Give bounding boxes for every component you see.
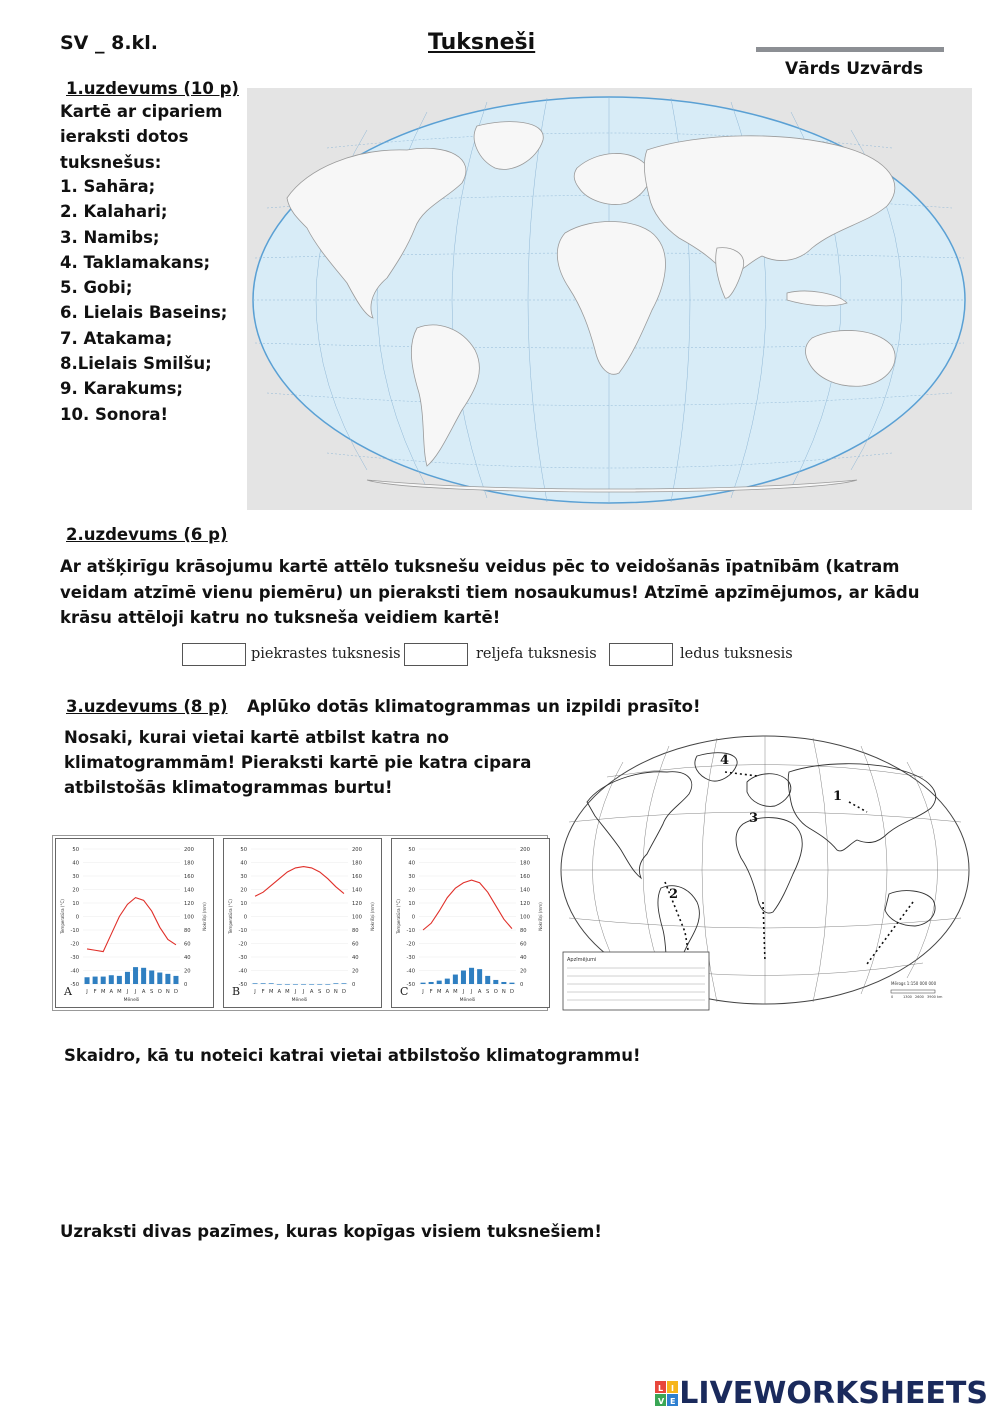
x-tick-label: N [333,989,338,995]
y-tick-temp: -10 [406,927,415,934]
climatogram-letter: B [232,985,241,998]
world-outline-map[interactable] [557,732,973,1014]
y-tick-precip: 180 [184,860,194,867]
precip-bar [141,968,146,984]
y-tick-temp: -20 [70,941,79,948]
y-tick-temp: 30 [72,873,79,880]
x-tick-label: J [302,989,305,995]
legend-color-box-relief[interactable] [404,643,468,666]
map-scale-bar [891,990,935,993]
explain-prompt: Skaidro, kā tu noteici katrai vietai atbilstošo klimatogrammu! [64,1046,641,1065]
y-tick-temp: 50 [408,846,415,853]
precip-bar [493,980,498,984]
y-tick-temp: -50 [406,981,415,988]
x-tick-label: M [285,989,290,995]
precip-bar [117,976,122,984]
y-tick-temp: 20 [408,887,415,894]
desert-list [60,174,227,427]
y-tick-precip: 180 [352,860,362,867]
legend-label-relief: reljefa tuksnesis [476,646,597,662]
y-tick-precip: 0 [184,981,188,988]
precip-bar [125,972,130,984]
x-tick-label: A [477,989,482,995]
list-item: 10. Sonora! [60,404,169,424]
y-tick-precip: 60 [352,941,359,948]
traits-prompt: Uzraksti divas pazīmes, kuras kopīgas visiem tuksnešiem! [60,1222,602,1241]
y-tick-precip: 200 [184,846,194,853]
y-axis-label-precip: Nokrišņi (mm) [370,902,375,931]
precip-bar [309,984,314,985]
precip-bar [253,983,258,984]
x-axis-label: Mēneši [291,998,308,1003]
precip-bar [261,983,266,984]
map-scale-tick: 2600 [915,995,924,999]
y-tick-precip: 140 [520,887,530,894]
x-tick-label: S [318,989,322,995]
list-item: 2. Kalahari; [60,202,168,222]
y-tick-precip: 0 [352,981,356,988]
y-tick-precip: 60 [520,941,527,948]
precip-bar [421,983,426,984]
list-item: 3. Namibs; [60,227,160,247]
y-tick-temp: -20 [406,941,415,948]
x-axis-label: Mēneši [459,998,476,1003]
precip-bar [485,976,490,984]
y-tick-temp: 0 [75,914,79,921]
precip-bar [157,973,162,984]
y-tick-temp: -50 [70,981,79,988]
y-tick-temp: -30 [406,954,415,961]
y-tick-temp: 30 [408,873,415,880]
brand-logo [655,1376,988,1411]
precip-bar [133,967,138,984]
y-tick-precip: 160 [184,873,194,880]
precip-bar [469,968,474,984]
precip-bar [461,971,466,985]
precip-bar [301,984,306,985]
map-marker-2: 2 [669,887,679,902]
precip-bar [101,977,106,984]
map-marker-4: 4 [720,753,730,768]
y-tick-precip: 40 [184,954,191,961]
task1-heading: 1.uzdevums (10 p) [66,79,239,98]
x-tick-label: D [509,989,514,995]
list-item: 4. Taklamakans; [60,252,211,272]
y-tick-precip: 120 [352,900,362,907]
y-tick-temp: -40 [70,968,79,975]
climatogram-b [223,838,382,1008]
y-tick-temp: 40 [408,860,415,867]
legend-color-box-ice[interactable] [609,643,673,666]
y-tick-precip: 20 [184,968,191,975]
y-tick-precip: 40 [520,954,527,961]
precip-bar [453,975,458,984]
y-tick-temp: 50 [72,846,79,853]
x-tick-label: M [453,989,458,995]
precip-bar [445,979,450,984]
task3-subheading: Aplūko dotās klimatogrammas un izpildi prasīto! [247,697,701,716]
climatogram-c [391,838,550,1008]
list-item: 1. Sahāra; [60,177,156,196]
y-tick-temp: -10 [70,927,79,934]
task1-instruction: Kartē ar cipariem ieraksti dotos tuksnešus: [60,102,223,172]
precip-bar [149,971,154,985]
x-tick-label: N [165,989,170,995]
precip-bar [173,976,178,984]
y-tick-precip: 100 [184,914,194,921]
x-tick-label: O [493,989,498,995]
x-tick-label: D [173,989,178,995]
precip-bar [509,983,514,984]
legend-label-ice: ledus tuksnesis [680,646,793,662]
logo-letter: E [670,1396,676,1406]
x-tick-label: S [486,989,490,995]
precip-bar [85,977,90,984]
x-tick-label: O [325,989,330,995]
y-tick-temp: 10 [240,900,247,907]
x-tick-label: F [429,989,433,995]
task2-instruction: Ar atšķirīgu krāsojumu kartē attēlo tuksnešu veidus pēc to veidošanās īpatnībām (katram veidam atzīmē vienu piemēru) un pieraksti tiem nosaukumus! Atzīmē apzīmējumos, ar kādu krāsu attēloji katru no tuksneša veidiem kartē! [60,557,920,627]
y-axis-label-temp: Temperatūra (°C) [228,899,233,934]
x-tick-label: O [157,989,162,995]
x-tick-label: A [141,989,146,995]
y-tick-precip: 40 [352,954,359,961]
y-tick-temp: 20 [72,887,79,894]
y-tick-precip: 0 [520,981,524,988]
y-tick-precip: 140 [184,887,194,894]
precip-bar [437,981,442,984]
climatograms-frame [52,835,548,1011]
y-tick-precip: 160 [520,873,530,880]
y-axis-label-precip: Nokrišņi (mm) [202,902,207,931]
precip-bar [501,982,506,984]
task3-heading: 3.uzdevums (8 p) [66,697,228,716]
x-axis-label: Mēneši [123,998,140,1003]
y-tick-temp: -40 [238,968,247,975]
y-axis-label-temp: Temperatūra (°C) [60,899,65,934]
x-tick-label: J [126,989,129,995]
precip-bar [109,975,114,984]
brand-text: LIVEWORKSHEETS [679,1376,988,1411]
x-tick-label: A [277,989,282,995]
y-axis-label-precip: Nokrišņi (mm) [538,902,543,931]
list-item: 7. Atakama; [60,328,173,348]
x-tick-label: J [254,989,256,995]
precip-bar [269,983,274,984]
x-tick-label: M [268,989,274,995]
x-tick-label: J [86,989,88,995]
y-tick-temp: -30 [238,954,247,961]
y-tick-precip: 80 [352,927,359,934]
class-label: SV _ 8.kl. [60,32,158,54]
precip-bar [93,977,98,984]
y-tick-precip: 20 [352,968,359,975]
y-tick-temp: -40 [406,968,415,975]
legend-label-coastal: piekrastes tuksnesis [251,646,401,662]
y-tick-precip: 60 [184,941,191,948]
y-tick-precip: 120 [520,900,530,907]
list-item: 6. Lielais Baseins; [60,303,228,323]
map-marker-1: 1 [833,789,843,804]
y-tick-temp: -30 [70,954,79,961]
y-tick-precip: 200 [520,846,530,853]
temperature-line [255,867,344,897]
x-tick-label: N [501,989,506,995]
y-tick-precip: 200 [352,846,362,853]
brand-logo-icon [655,1381,679,1407]
y-tick-precip: 20 [520,968,527,975]
y-tick-precip: 100 [352,914,362,921]
logo-letter: V [658,1396,665,1406]
x-tick-label: J [462,989,465,995]
precip-bar [285,984,290,985]
x-tick-label: M [100,989,106,995]
map-scale-label: Mērogs 1:150 000 000 [891,981,937,986]
y-tick-precip: 120 [184,900,194,907]
precip-bar [429,982,434,984]
x-tick-label: F [93,989,97,995]
temperature-line [423,880,512,930]
y-tick-temp: 10 [72,900,79,907]
precip-bar [165,974,170,984]
map-legend-label: Apzīmējumi [567,957,597,963]
map-scale-tick: 3900 km [927,995,943,999]
y-tick-temp: 0 [411,914,415,921]
y-tick-precip: 80 [184,927,191,934]
logo-letter: I [671,1383,675,1393]
name-label: Vārds Uzvārds [785,59,924,79]
y-tick-temp: 40 [72,860,79,867]
precip-bar [317,984,322,985]
task2-heading: 2.uzdevums (6 p) [66,525,228,544]
y-tick-temp: 30 [240,873,247,880]
y-tick-temp: -10 [238,927,247,934]
x-tick-label: A [309,989,314,995]
y-tick-precip: 80 [520,927,527,934]
x-tick-label: F [261,989,265,995]
map-scale-tick: 1300 [903,995,912,999]
x-tick-label: A [109,989,114,995]
legend-color-box-coastal[interactable] [182,643,246,666]
precip-bar [341,983,346,984]
logo-letter: L [658,1383,664,1393]
climatogram-letter: C [400,985,409,998]
world-physical-map[interactable] [247,88,972,510]
precip-bar [277,984,282,985]
x-tick-label: M [436,989,442,995]
precip-bar [325,984,330,985]
map-scale-tick: 0 [891,995,894,999]
x-tick-label: M [117,989,122,995]
y-tick-precip: 180 [520,860,530,867]
name-input-line[interactable] [756,47,944,52]
list-item: 9. Karakums; [60,379,184,399]
precip-bar [333,983,338,984]
climatogram-letter: A [64,985,72,998]
y-tick-temp: 10 [408,900,415,907]
x-tick-label: D [341,989,346,995]
map-marker-3: 3 [749,811,759,826]
task3-instruction: Nosaki, kurai vietai kartē atbilst katra no klimatogrammām! Pieraksti kartē pie katra cipara atbilstošās klimatogrammas burtu! [64,728,532,797]
y-axis-label-temp: Temperatūra (°C) [396,899,401,934]
y-tick-temp: 40 [240,860,247,867]
x-tick-label: J [134,989,137,995]
x-tick-label: S [150,989,154,995]
y-tick-temp: -50 [238,981,247,988]
y-tick-temp: 0 [243,914,247,921]
x-tick-label: J [422,989,424,995]
list-item: 5. Gobi; [60,278,133,298]
y-tick-precip: 160 [352,873,362,880]
y-tick-temp: 50 [240,846,247,853]
list-item: 8.Lielais Smilšu; [60,354,212,374]
y-tick-temp: 20 [240,887,247,894]
page-title: Tuksneši [428,30,536,55]
y-tick-precip: 100 [520,914,530,921]
climatogram-a [55,838,214,1008]
precip-bar [477,969,482,984]
y-tick-temp: -20 [238,941,247,948]
x-tick-label: A [445,989,450,995]
x-tick-label: J [294,989,297,995]
precip-bar [293,984,298,985]
x-tick-label: J [470,989,473,995]
y-tick-precip: 140 [352,887,362,894]
